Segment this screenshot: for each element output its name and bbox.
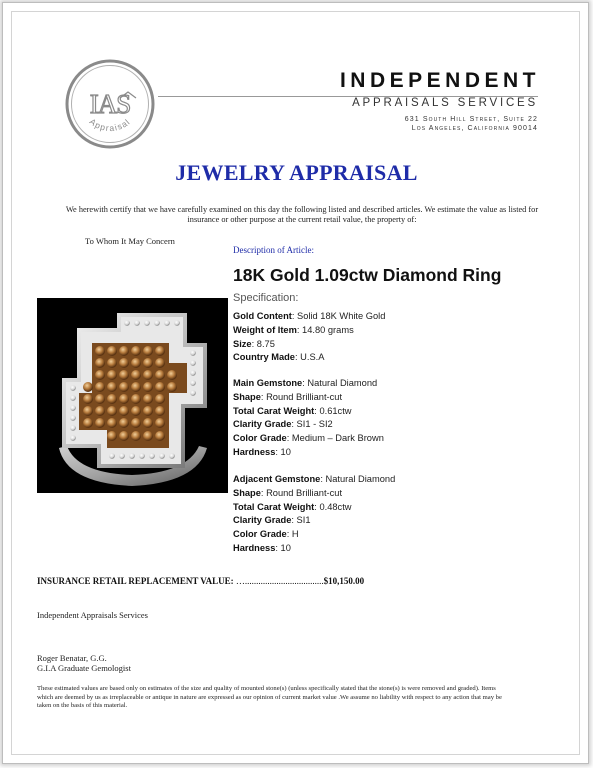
spec-main-shape: Shape: Round Brilliant-cut (233, 391, 343, 402)
spec-adj-shape: Shape: Round Brilliant-cut (233, 487, 343, 498)
spec-main-hardness: Hardness: 10 (233, 446, 291, 457)
specification-label: Specification: (233, 292, 299, 304)
signature-block (37, 653, 131, 673)
spec-gold-content: Gold Content: Solid 18K White Gold (233, 311, 386, 321)
ring-photo (37, 298, 228, 493)
insurance-value-amount: $10,150.00 (323, 576, 365, 586)
ias-logo (64, 58, 156, 150)
signer-title: G.I.A Graduate Gemologist (37, 663, 131, 673)
insurance-value-dots: …................................... (235, 576, 324, 586)
item-title: 18K Gold 1.09ctw Diamond Ring (233, 265, 502, 285)
spec-adj-clarity: Clarity Grade: SI1 (233, 515, 311, 526)
company-address-line1: 631 South Hill Street, Suite 22 (404, 116, 538, 123)
intro-paragraph: We herewith certify that we have carefully examined on this day the following listed and described articles. We estimate the value as listed for insurance or other purpose at the current retail value, the property of: (65, 205, 539, 224)
insurance-value-line (37, 576, 364, 586)
company-subtitle: APPRAISALS SERVICES (352, 97, 538, 109)
recipient: To Whom It May Concern (85, 236, 175, 246)
footer-company: Independent Appraisals Services (37, 610, 148, 620)
adjacent-gemstone-specs (233, 473, 395, 556)
spec-main-color: Color Grade: Medium – Dark Brown (233, 433, 384, 444)
disclaimer: These estimated values are based only on estimates of the size and quality of mounted stone(s) (unless specifically stated that the stone(s) is were removed and graded). Items which are deemed by us as irreplaceable or antique in nature are expressed as our opinion of current market value .We assume no liability with respect to any action that may be taken on the basis of this material. (37, 685, 502, 710)
description-label: Description of Article: (233, 245, 314, 255)
company-address-line2: Los Angeles, California 90014 (411, 125, 538, 132)
logo-arc-text: Appraisal (87, 116, 133, 134)
document-title: JEWELRY APPRAISAL (175, 160, 418, 185)
insurance-value-label: INSURANCE RETAIL REPLACEMENT VALUE: (37, 576, 234, 586)
signer-name: Roger Benatar, G.G. (37, 653, 107, 663)
spec-weight: Weight of Item: 14.80 grams (233, 324, 354, 335)
spec-size: Size: 8.75 (233, 338, 275, 349)
spec-main-carat: Total Carat Weight: 0.61ctw (233, 405, 352, 416)
spec-adj-carat: Total Carat Weight: 0.48ctw (233, 501, 352, 512)
company-name: INDEPENDENT (339, 69, 540, 92)
spec-adj-hardness: Hardness: 10 (233, 542, 291, 553)
logo-monogram: IAS (89, 89, 131, 119)
company-header (300, 68, 540, 94)
spec-main-gemstone: Main Gemstone: Natural Diamond (233, 378, 378, 388)
metal-specs (233, 310, 385, 365)
spec-adj-gemstone: Adjacent Gemstone: Natural Diamond (233, 474, 396, 484)
spec-main-clarity: Clarity Grade: SI1 - SI2 (233, 419, 333, 430)
spec-country: Country Made: U.S.A (233, 352, 325, 363)
spec-adj-color: Color Grade: H (233, 529, 299, 540)
main-gemstone-specs (233, 377, 384, 460)
